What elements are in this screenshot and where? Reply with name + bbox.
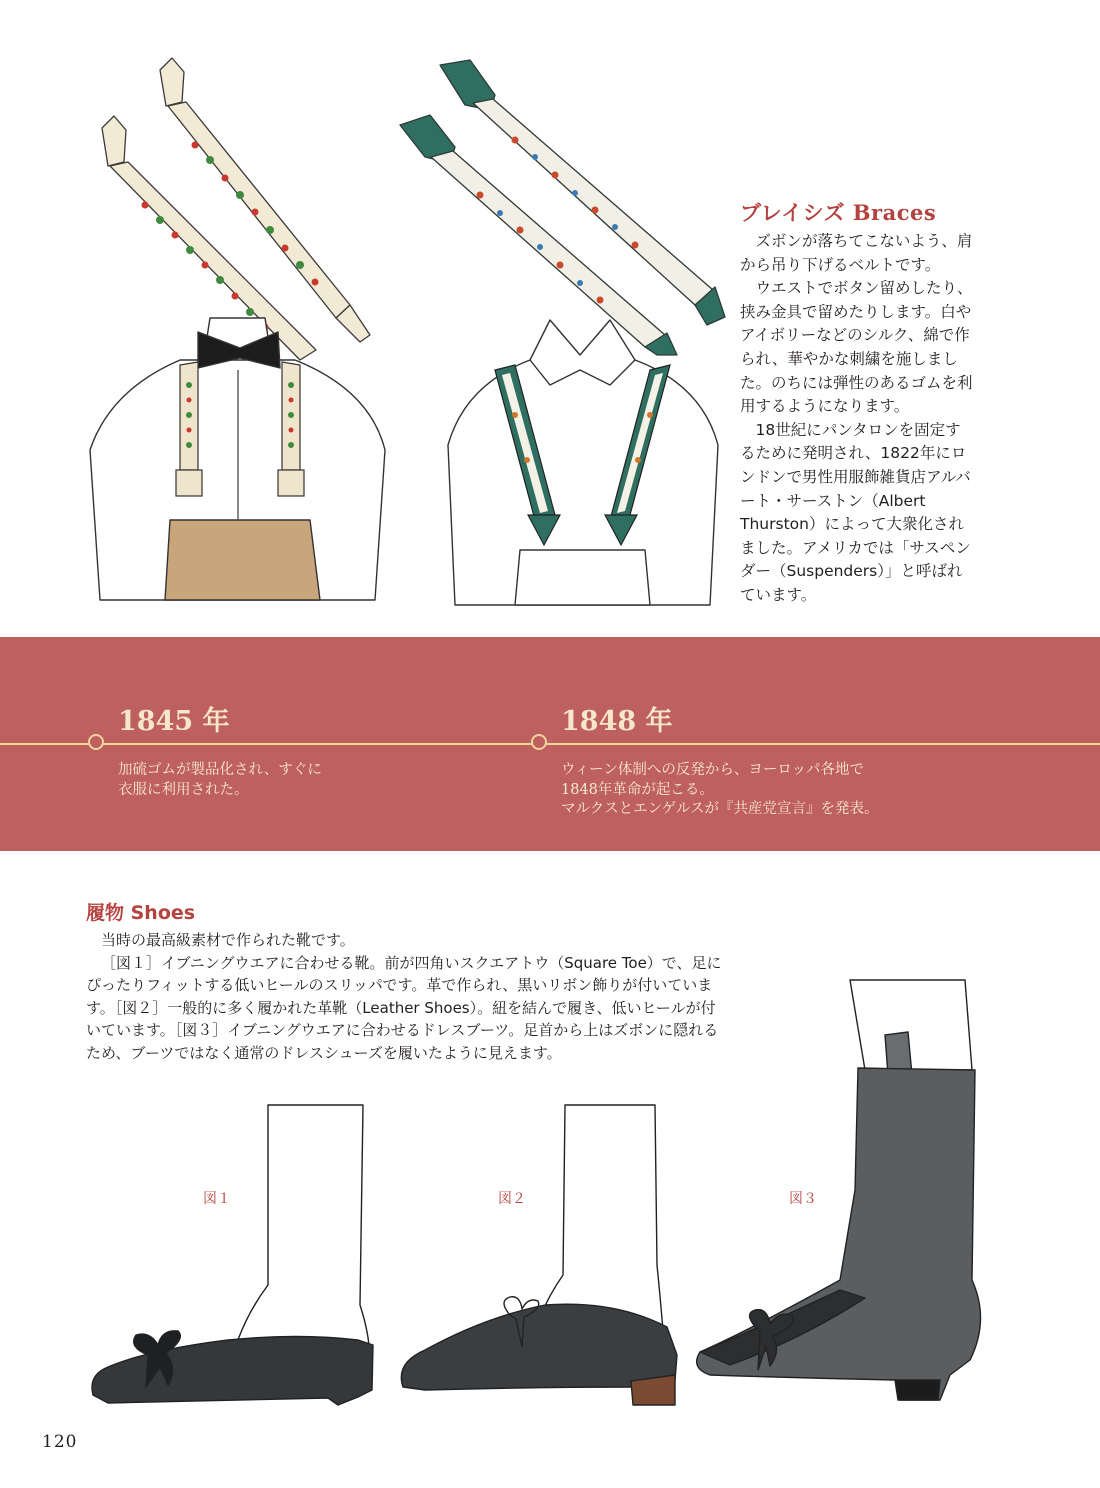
timeline-year-1845: 1845 年 xyxy=(118,706,230,737)
shoes-section-title: 履物 Shoes xyxy=(86,902,196,924)
shoes-description xyxy=(86,929,722,1065)
timeline-event-line: 加硫ゴムが製品化され、すぐに xyxy=(118,762,322,778)
timeline-event-1845 xyxy=(118,761,322,800)
figure-label-2: 図２ xyxy=(498,1191,526,1207)
page-number: 120 xyxy=(42,1432,78,1452)
shoes-paragraph: 当時の最高級素材で作られた靴です。 xyxy=(101,931,355,949)
timeline-event-line: 衣服に利用された。 xyxy=(118,781,249,798)
braces-paragraph: ズボンが落ちてこないよう、肩から吊り下げるベルトです。 xyxy=(740,232,973,274)
timeline-event-line: ウィーン体制への反発から、ヨーロッパ各地で xyxy=(561,762,865,778)
timeline-event-line: マルクスとエンゲルスが『共産党宣言』を発表。 xyxy=(561,801,879,817)
green-braces-illustration xyxy=(395,55,735,355)
figure-label-3: 図３ xyxy=(789,1191,817,1207)
timeline-band xyxy=(0,637,1100,851)
braces-description xyxy=(740,230,976,608)
braces-paragraph: ウエストでボタン留めしたり、挟み金具で留めたりします。白やアイボリーなどのシルク、綿で作られ、華やかな刺繍を施しました。のちには弾性のあるゴムを利用するようになります。 xyxy=(740,279,973,416)
dress-boot-illustration xyxy=(690,980,980,1405)
timeline-line xyxy=(0,743,1100,745)
timeline-node-icon xyxy=(88,734,104,750)
braces-paragraph: 18世紀にパンタロンを固定するために発明され、1822年にロンドンで男性用服飾雑貨店アルバート・サーストン（Albert Thurston）によって大衆化されました。アメリカでは「サスペンダー（Suspenders）」と呼ばれています。 xyxy=(740,420,971,604)
timeline-node-icon xyxy=(531,734,547,750)
figure-label-1: 図１ xyxy=(203,1191,231,1207)
leather-shoe-illustration xyxy=(395,1105,695,1410)
evening-slipper-illustration xyxy=(88,1105,383,1410)
shirt-with-green-braces-illustration xyxy=(440,315,725,605)
shoes-paragraph: ［図１］イブニングウエアに合わせる靴。前が四角いスクエアトウ（Square Toe）で、足にぴったりフィットする低いヒールのスリッパです。革で作られ、黒いリボン飾りが付いています。［図２］一般的に多く履かれた革靴（Leather Shoes）。紐を結んで履き、低いヒールが付いています。［図３］イブニングウエアに合わせるドレスブーツ。足首から上はズボンに隠れるため、ブーツではなく通常のドレスシューズを履いたように見えます。 xyxy=(86,953,722,1062)
timeline-event-1848 xyxy=(561,761,879,820)
shirt-with-cream-braces-illustration xyxy=(80,310,395,600)
timeline-event-line: 1848年革命が起こる。 xyxy=(561,781,714,798)
timeline-year-1848: 1848 年 xyxy=(561,706,673,737)
braces-section-title: ブレイシズ Braces xyxy=(740,200,937,225)
